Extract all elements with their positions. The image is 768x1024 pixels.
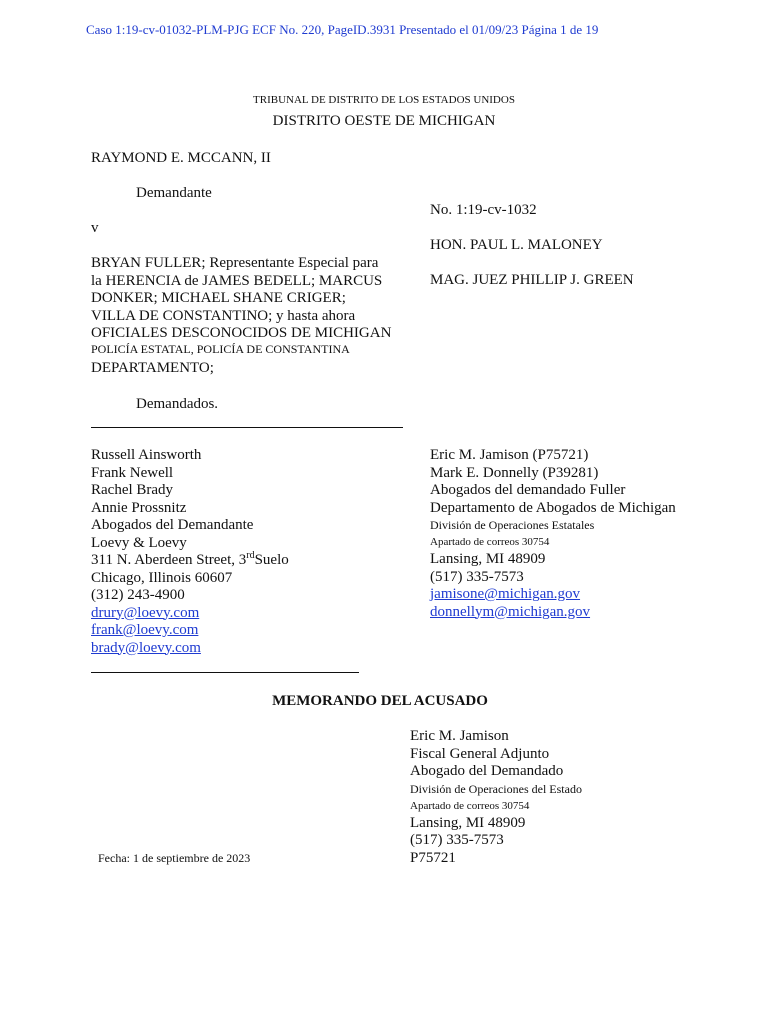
email-link[interactable]: donnellym@michigan.gov	[430, 603, 591, 620]
case-number: No. 1:19-cv-1032	[430, 202, 537, 218]
plaintiff-name: RAYMOND E. MCCANN, II	[91, 150, 271, 166]
email-link[interactable]: brady@loevy.com	[91, 639, 201, 656]
ecf-header: Caso 1:19-cv-01032-PLM-PJG ECF No. 220, PageID.3931 Presentado el 01/09/23 Página 1 de 19	[86, 22, 599, 37]
magistrate-name: MAG. JUEZ PHILLIP J. GREEN	[430, 272, 634, 288]
street-ordinal: rd	[246, 550, 255, 561]
plaintiff-role: Demandante	[136, 185, 212, 201]
defendants-line: BRYAN FULLER; Representante Especial para	[91, 255, 379, 271]
filing-date: Fecha: 1 de septiembre de 2023	[98, 851, 251, 865]
signer-name: Eric M. Jamison	[410, 728, 509, 744]
signer-po-box: Apartado de correos 30754	[410, 799, 530, 812]
counsel-name: Russell Ainsworth	[91, 447, 202, 463]
signature-block	[410, 728, 582, 867]
counsel-role: Abogados del Demandante	[91, 517, 254, 533]
versus: v	[91, 220, 99, 236]
defendants-list	[91, 255, 391, 343]
firm-street	[91, 552, 289, 570]
po-box: Apartado de correos 30754	[430, 536, 550, 548]
counsel-divider	[91, 672, 359, 673]
street-floor: Suelo	[254, 552, 289, 568]
phone: (517) 335-7573	[430, 568, 524, 585]
signer-phone: (517) 335-7573	[410, 832, 504, 848]
court-district: DISTRITO OESTE DE MICHIGAN	[272, 113, 496, 129]
street-text: 311 N. Aberdeen Street, 3	[91, 552, 247, 568]
division: División de Operaciones Estatales	[430, 518, 595, 532]
court-name: TRIBUNAL DE DISTRITO DE LOS ESTADOS UNIDOS	[253, 94, 515, 106]
defendants-line: OFICIALES DESCONOCIDOS DE MICHIGAN	[91, 325, 392, 341]
defendants-line: DONKER; MICHAEL SHANE CRIGER;	[91, 290, 346, 306]
defendants-line: la HERENCIA de JAMES BEDELL; MARCUS	[91, 272, 383, 289]
plaintiff-counsel-block	[91, 447, 289, 657]
signer-role: Abogado del Demandado	[410, 763, 564, 779]
department: Departamento de Abogados de Michigan	[430, 499, 676, 516]
caption-divider	[91, 427, 403, 428]
counsel-name: Mark E. Donnelly (P39281)	[430, 464, 599, 481]
defense-counsel-block	[430, 447, 676, 621]
counsel-name: Annie Prossnitz	[91, 499, 187, 516]
signer-title: Fiscal General Adjunto	[410, 745, 550, 762]
firm-phone: (312) 243-4900	[91, 587, 185, 603]
counsel-name: Eric M. Jamison (P75721)	[430, 447, 589, 463]
signer-city: Lansing, MI 48909	[410, 814, 526, 831]
email-link[interactable]: drury@loevy.com	[91, 604, 200, 621]
counsel-name: Frank Newell	[91, 464, 174, 481]
defendants-line-last: DEPARTAMENTO;	[91, 360, 214, 376]
counsel-role: Abogados del demandado Fuller	[430, 482, 626, 498]
firm-city: Chicago, Illinois 60607	[91, 569, 233, 586]
city: Lansing, MI 48909	[430, 551, 546, 567]
document-title: MEMORANDO DEL ACUSADO	[272, 693, 488, 709]
defendants-line-small: POLICÍA ESTATAL, POLICÍA DE CONSTANTINA	[91, 342, 350, 356]
signer-bar-number: P75721	[410, 849, 456, 866]
judge-name: HON. PAUL L. MALONEY	[430, 237, 603, 253]
defendants-role: Demandados.	[136, 396, 219, 412]
signer-division: División de Operaciones del Estado	[410, 781, 582, 796]
email-link[interactable]: frank@loevy.com	[91, 622, 199, 638]
email-link[interactable]: jamisone@michigan.gov	[430, 586, 581, 602]
counsel-name: Rachel Brady	[91, 482, 174, 498]
law-firm: Loevy & Loevy	[91, 534, 187, 551]
defendants-line: VILLA DE CONSTANTINO; y hasta ahora	[91, 307, 356, 324]
